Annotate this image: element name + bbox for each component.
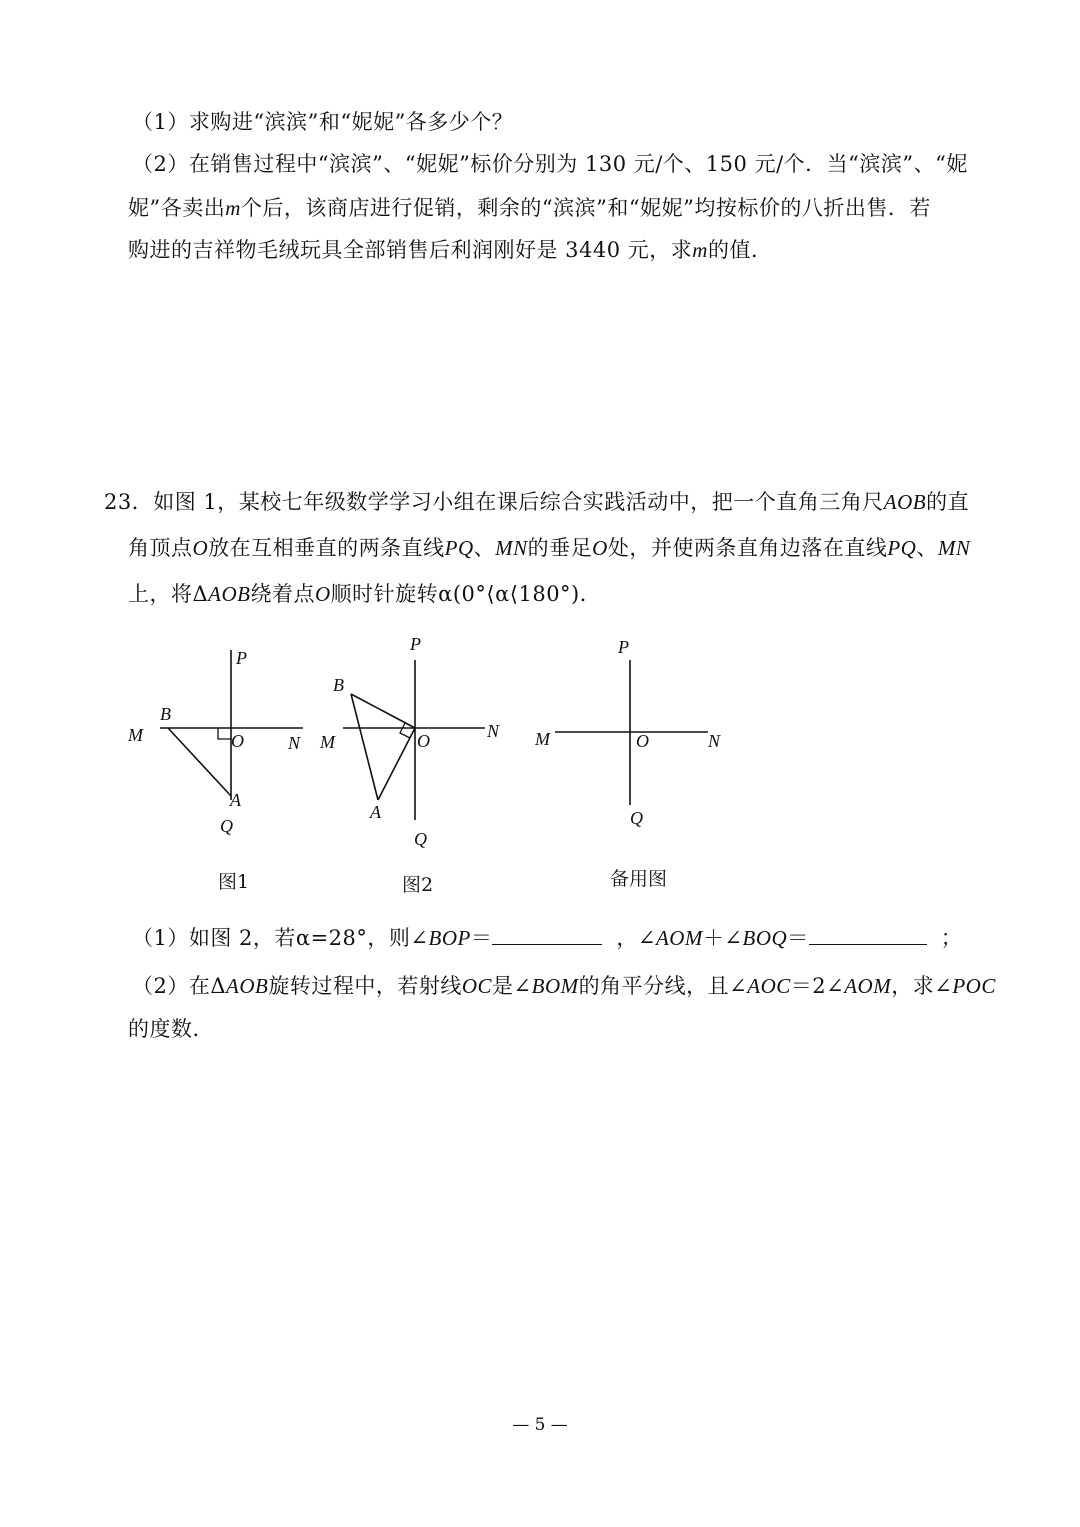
figure-spare bbox=[530, 630, 730, 835]
caption-spare: 备用图 bbox=[610, 868, 668, 890]
label-b: B bbox=[160, 704, 171, 724]
answer-blank-1 bbox=[492, 926, 602, 945]
q23-line1: 23．如图 1，某校七年级数学学习小组在课后综合实践活动中，把一个直角三角尺AOB的直 bbox=[104, 490, 970, 514]
caption-fig1: 图1 bbox=[218, 871, 250, 893]
caption-fig2: 图2 bbox=[402, 874, 434, 896]
label-m: M bbox=[320, 732, 335, 752]
q23-sub2-line2: 的度数． bbox=[128, 1017, 214, 1041]
figure-1 bbox=[120, 640, 320, 850]
q22-part2-line3: 购进的吉祥物毛绒玩具全部销售后利润刚好是 3440 元，求m的值． bbox=[128, 238, 773, 262]
label-q: Q bbox=[630, 808, 643, 828]
label-a: A bbox=[230, 790, 241, 810]
page-number: — 5 — bbox=[512, 1415, 568, 1435]
label-a: A bbox=[370, 802, 381, 822]
label-n: N bbox=[708, 731, 721, 751]
label-m: M bbox=[535, 729, 550, 749]
figure-2 bbox=[315, 630, 515, 855]
label-q: Q bbox=[414, 829, 427, 849]
q22-part2-line2: 妮”各卖出m个后，该商店进行促销，剩余的“滨滨”和“妮妮”均按标价的八折出售．若 bbox=[128, 196, 931, 220]
q23-sub2-line1: （2）在ΔAOB旋转过程中，若射线OC是∠BOM的角平分线，且∠AOC＝2∠AOM，求∠POC bbox=[132, 974, 996, 998]
triangle-side-oa bbox=[378, 728, 415, 800]
label-o: O bbox=[417, 731, 430, 751]
label-b: B bbox=[333, 675, 344, 695]
label-q: Q bbox=[220, 816, 233, 836]
label-n: N bbox=[487, 721, 500, 741]
answer-blank-2 bbox=[809, 926, 927, 945]
q23-line3: 上，将ΔAOB绕着点O顺时针旋转α(0°⟨α⟨180°)． bbox=[128, 582, 602, 606]
right-angle-mark bbox=[218, 728, 231, 739]
label-p: P bbox=[410, 634, 421, 654]
q22-part2-line1: （2）在销售过程中“滨滨”、“妮妮”标价分别为 130 元/个、150 元/个．当“滨滨”、“妮 bbox=[132, 152, 968, 176]
q23-line2: 角顶点O放在互相垂直的两条直线PQ、MN的垂足O处，并使两条直角边落在直线PQ、MN bbox=[128, 536, 971, 560]
triangle-side-ob bbox=[351, 694, 415, 728]
label-o: O bbox=[636, 731, 649, 751]
q23-sub1: （1）如图 2，若α=28°，则∠BOP＝ ，∠AOM＋∠BOQ＝ ； bbox=[132, 926, 963, 950]
label-p: P bbox=[236, 648, 247, 668]
label-n: N bbox=[288, 733, 301, 753]
label-p: P bbox=[618, 637, 629, 657]
question-number: 23． bbox=[104, 490, 154, 514]
triangle-side-ba bbox=[351, 694, 378, 800]
label-o: O bbox=[231, 731, 244, 751]
label-m: M bbox=[128, 725, 143, 745]
triangle-side-ba bbox=[168, 728, 231, 796]
q22-part1: （1）求购进“滨滨”和“妮妮”各多少个？ bbox=[132, 110, 514, 134]
